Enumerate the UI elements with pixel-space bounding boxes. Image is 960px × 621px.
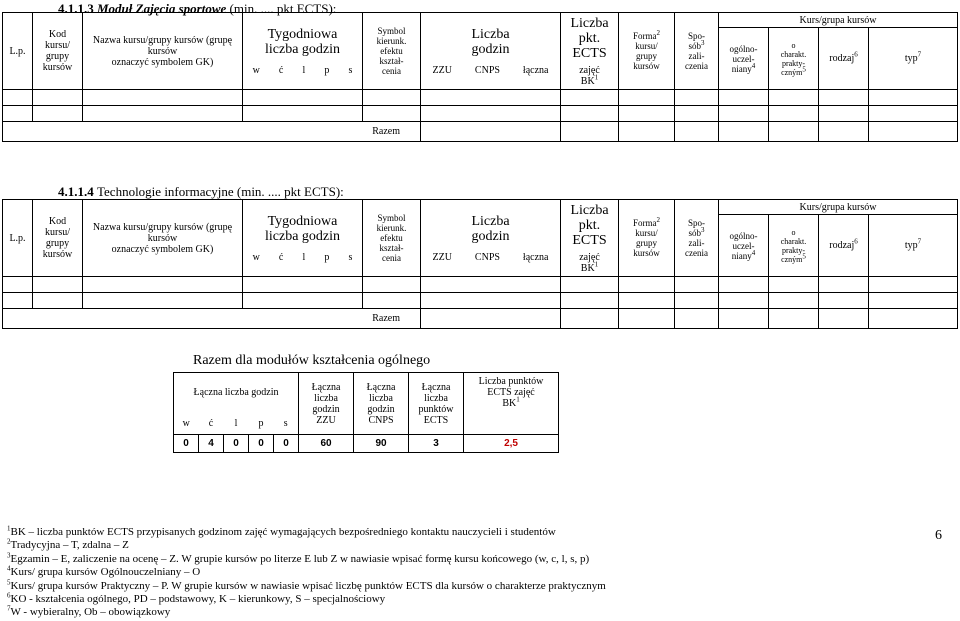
summary-value: 4: [199, 435, 224, 453]
summary-pkt-header: Łączna liczba punktów ECTS: [409, 373, 464, 435]
summary-sub-l: l: [224, 413, 249, 435]
summary-values-row: [174, 435, 559, 453]
ogolno-header: ogólno- uczel- niany$^4$: [719, 28, 769, 90]
footnotes: [7, 526, 606, 620]
summary-value: 3: [409, 435, 464, 453]
tyg-header: Tygodniowa liczba godzin w ć l p s: [243, 200, 363, 277]
summary-zzu-header: Łączna liczba godzin ZZU: [299, 373, 354, 435]
razem-label: Razem: [3, 309, 421, 329]
godz-header: Liczba godzin ZZU CNPS łączna: [421, 13, 561, 90]
summary-value: 60: [299, 435, 354, 453]
godz-header: Liczba godzin ZZU CNPS łączna: [421, 200, 561, 277]
section-title: Moduł Zajęcia sportowe: [97, 1, 227, 16]
typ-header: typ$^7$: [869, 28, 958, 90]
footnote: $^5$Kurs/ grupa kursów Praktyczny – P. W grupie kursów w nawiasie wpisać liczbę punktów ECTS dla kursów o charakterze praktycznym: [7, 577, 606, 592]
page-number: 6: [935, 528, 942, 543]
table-row: [3, 293, 958, 309]
summary-laczna-header: Łączna liczba godzin: [174, 373, 299, 413]
footnote: $^2$Tradycyjna – T, zdalna – Z: [7, 537, 129, 552]
summary-table: [173, 372, 559, 453]
summary-title: Razem dla modułów kształcenia ogólnego: [193, 353, 431, 368]
table-row: [3, 106, 958, 122]
section-heading-2: [58, 184, 344, 200]
course-table-1: [2, 12, 958, 142]
lp-header: L.p.: [3, 13, 33, 90]
prakt-header: o charakt. prakty- czným$^5$: [769, 28, 819, 90]
rodzaj-header: rodzaj$^6$: [819, 28, 869, 90]
razem-row: [3, 122, 958, 142]
section-number: 4.1.1.4: [58, 184, 94, 199]
summary-value-bk: 2,5: [464, 435, 559, 453]
table-row: [3, 277, 958, 293]
footnote: $^1$BK – liczba punktów ECTS przypisanych godzinom zajęć wymagających bezpośredniego kontaktu nauczycieli i studentów: [7, 524, 556, 538]
razem-label: Razem: [3, 122, 421, 142]
summary-value: 0: [224, 435, 249, 453]
kod-header: Kod kursu/ grupy kursów: [33, 13, 83, 90]
nazwa-header: Nazwa kursu/grupy kursów (grupę kursów oznaczyć symbolem GK): [83, 200, 243, 277]
prakt-header: o charakt. prakty- czným$^5$: [769, 215, 819, 277]
summary-value: 0: [249, 435, 274, 453]
ects-header: Liczba pkt. ECTS zajęć $BK^1$: [561, 13, 619, 90]
summary-value: 0: [174, 435, 199, 453]
table-row: [3, 90, 958, 106]
ogolno-header: ogólno- uczel- niany$^4$: [719, 215, 769, 277]
footnote: $^6$KO - kształcenia ogólnego, PD – podstawowy, K – kierunkowy, S – specjalnościowy: [7, 591, 386, 606]
summary-cnps-header: Łączna liczba godzin CNPS: [354, 373, 409, 435]
symbol-header: Symbol kierunk. efektu kształ- cenia: [363, 13, 421, 90]
summary-sub-s: s: [274, 413, 299, 435]
section-range: (min. .... pkt ECTS):: [229, 1, 337, 16]
course-table-2: [2, 199, 958, 329]
typ-header: typ$^7$: [869, 215, 958, 277]
summary-value: 0: [274, 435, 299, 453]
forma-header: Forma$^2$ kursu/ grupy kursów: [619, 200, 675, 277]
kurs-header: Kurs/grupa kursów: [719, 13, 958, 28]
footnote: $^7$W - wybieralny, Ob – obowiązkowy: [7, 604, 171, 619]
forma-header: Forma$^2$ kursu/ grupy kursów: [619, 13, 675, 90]
kod-header: Kod kursu/ grupy kursów: [33, 200, 83, 277]
summary-value: 90: [354, 435, 409, 453]
tyg-header: Tygodniowa liczba godzin w ć l p s: [243, 13, 363, 90]
ects-header: Liczba pkt. ECTS zajęć $BK^1$: [561, 200, 619, 277]
summary-sub-p: p: [249, 413, 274, 435]
symbol-header: Symbol kierunk. efektu kształ- cenia: [363, 200, 421, 277]
section-number: 4.1.1.3: [58, 1, 94, 16]
lp-header: L.p.: [3, 200, 33, 277]
summary-sub-c: ć: [199, 413, 224, 435]
sposob-header: Spo- sób$^3$ zali- czenia: [675, 13, 719, 90]
summary-sub-w: w: [174, 413, 199, 435]
kurs-header: Kurs/grupa kursów: [719, 200, 958, 215]
sposob-header: Spo- sób$^3$ zali- czenia: [675, 200, 719, 277]
rodzaj-header: rodzaj$^6$: [819, 215, 869, 277]
summary-bk-header: Liczba punktów ECTS zajęć $BK^1$: [464, 373, 559, 435]
footnote: $^3$Egzamin – E, zaliczenie na ocenę – Z. W grupie kursów po literze E lub Z w nawiasie wpisać formę kursu końcowego (w, c, l, s, p): [7, 551, 590, 565]
footnote: $^4$Kurs/ grupa kursów Ogólnouczelniany – O: [7, 564, 201, 579]
nazwa-header: Nazwa kursu/grupy kursów (grupę kursów oznaczyć symbolem GK): [83, 13, 243, 90]
razem-row: [3, 309, 958, 329]
section-title: Technologie informacyjne: [97, 184, 234, 199]
section-range: (min. .... pkt ECTS):: [236, 184, 344, 199]
